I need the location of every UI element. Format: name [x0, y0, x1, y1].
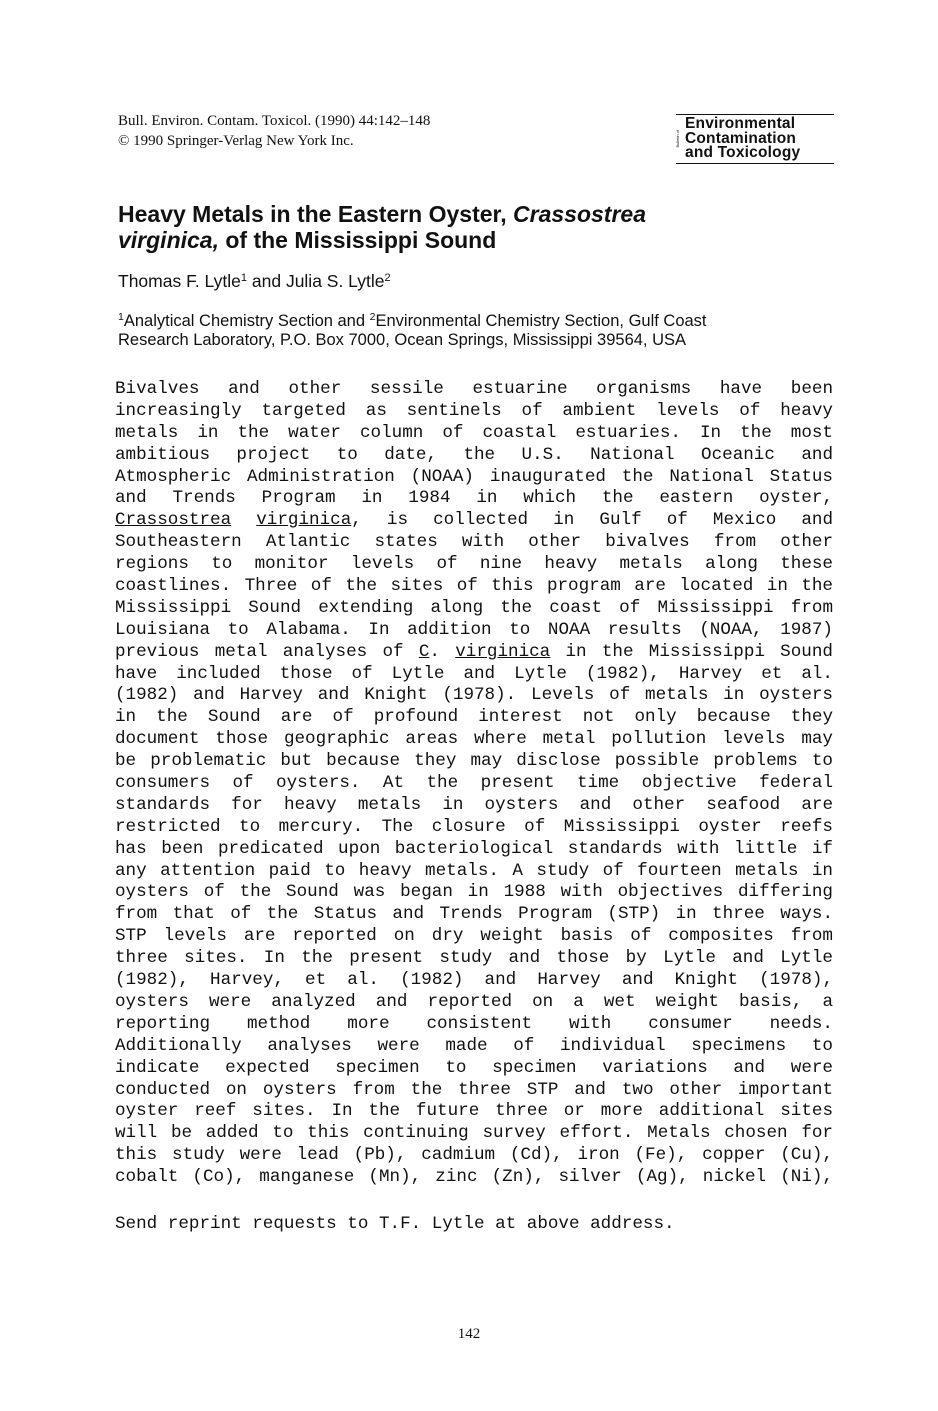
word-space	[231, 510, 256, 530]
title-species-name: virginica,	[118, 227, 219, 253]
body-line: three sites. In the present study and those by Lytle and Lytle	[115, 948, 833, 969]
reprint-note: Send reprint requests to T.F. Lytle at above address.	[115, 1214, 675, 1234]
journal-logo	[676, 114, 834, 164]
body-line: Louisiana to Alabama. In addition to NOAA results (NOAA, 1987)	[115, 619, 833, 640]
body-line: any attention paid to heavy metals. A study of fourteen metals in	[115, 860, 833, 881]
affiliation-text: Environmental Chemistry Section, Gulf Coast	[375, 312, 707, 330]
body-line: Mississippi Sound extending along the coast of Mississippi from	[115, 597, 833, 618]
body-line: has been predicated upon bacteriological standards with little if	[115, 838, 833, 859]
species-genus-abbrev: C	[418, 641, 430, 662]
body-line: standards for heavy metals in oysters and other seafood are	[115, 794, 833, 815]
body-line: this study were lead (Pb), cadmium (Cd), iron (Fe), copper (Cu),	[115, 1145, 833, 1166]
logo-bottom-rule	[676, 163, 834, 164]
body-line	[115, 642, 833, 664]
line-text: previous metal analyses of	[115, 641, 419, 662]
body-line: consumers of oysters. At the present time objective federal	[115, 773, 833, 794]
citation-line: Bull. Environ. Contam. Toxicol. (1990) 44:142–148	[118, 113, 431, 129]
body-line: be problematic but because they may disclose possible problems to	[115, 751, 833, 772]
body-line: cobalt (Co), manganese (Mn), zinc (Zn), silver (Ag), nickel (Ni),	[115, 1167, 833, 1188]
body-line: ambitious project to date, the U.S. National Oceanic and	[115, 444, 833, 465]
body-line: (1982), Harvey, et al. (1982) and Harvey and Knight (1978),	[115, 970, 833, 991]
body-line: restricted to mercury. The closure of Mississippi oyster reefs	[115, 816, 833, 837]
body-line: metals in the water column of coastal estuaries. In the most	[115, 422, 833, 443]
author-list	[118, 270, 391, 292]
body-line: Bivalves and other sessile estuarine organisms have been	[115, 379, 833, 399]
species-name: virginica	[256, 510, 352, 531]
author-name: Julia S. Lytle	[285, 271, 385, 291]
body-line: reporting method more consistent with consumer needs.	[115, 1013, 833, 1034]
body-paragraph	[115, 379, 833, 1189]
author-separator: and	[247, 271, 286, 291]
body-line: will be added to this continuing survey effort. Metals chosen for	[115, 1123, 833, 1144]
article-title	[118, 201, 646, 253]
body-line: Southeastern Atlantic states with other bivalves from other	[115, 532, 833, 553]
body-line: oysters were analyzed and reported on a wet weight basis, a	[115, 991, 833, 1012]
body-line: oysters of the Sound was began in 1988 with objectives differing	[115, 882, 833, 903]
body-line: coastlines. Three of the sites of this program are located in the	[115, 576, 833, 597]
citation-block	[118, 111, 430, 151]
body-line: STP levels are reported on dry weight basis of composites from	[115, 926, 833, 947]
affiliation-address: Research Laboratory, P.O. Box 7000, Ocean Springs, Mississippi 39564, USA	[118, 331, 687, 349]
line-text: , is collected in Gulf of Mexico and	[351, 510, 834, 531]
logo-line: Environmental	[685, 115, 796, 132]
copyright-line: © 1990 Springer-Verlag New York Inc.	[118, 133, 354, 149]
species-name: virginica	[455, 641, 551, 662]
body-line: in the Sound are of profound interest not only because they	[115, 707, 833, 728]
affiliation-mark: 1	[118, 311, 124, 323]
body-line: (1982) and Harvey and Knight (1978). Levels of metals in oysters	[115, 685, 833, 706]
body-line: Atmospheric Administration (NOAA) inaugurated the National Status	[115, 466, 833, 487]
species-genus: Crassostrea	[115, 510, 232, 531]
title-text: of the Mississippi Sound	[218, 227, 497, 253]
line-text: .	[429, 641, 456, 662]
author-name: Thomas F. Lytle	[118, 271, 241, 291]
author-affiliation-mark: 1	[240, 272, 247, 284]
page-number: 142	[457, 1326, 481, 1342]
body-line: and Trends Program in 1984 in which the eastern oyster,	[115, 488, 833, 509]
affiliations	[118, 312, 707, 350]
line-text: in the Mississippi Sound	[550, 641, 833, 662]
affiliation-text: Analytical Chemistry Section and	[123, 312, 370, 330]
title-species-genus: Crassostrea	[513, 201, 646, 227]
body-line: indicate expected specimen to specimen variations and were	[115, 1057, 833, 1078]
body-line: increasingly targeted as sentinels of ambient levels of heavy	[115, 400, 833, 421]
logo-side-text: Bulletin of	[675, 129, 680, 148]
body-line: conducted on oysters from the three STP and two other important	[115, 1079, 833, 1100]
body-line: oyster reef sites. In the future three or more additional sites	[115, 1101, 833, 1122]
body-line: Additionally analyses were made of individual specimens to	[115, 1035, 833, 1056]
body-line: have included those of Lytle and Lytle (1982), Harvey et al.	[115, 663, 833, 684]
logo-line: Contamination	[685, 129, 797, 147]
body-line: from that of the Status and Trends Program (STP) in three ways.	[115, 904, 833, 925]
body-line	[115, 510, 833, 532]
body-line: document those geographic areas where metal pollution levels may	[115, 729, 833, 750]
affiliation-mark: 2	[369, 311, 376, 323]
body-line: regions to monitor levels of nine heavy metals along these	[115, 554, 833, 575]
title-text: Heavy Metals in the Eastern Oyster,	[118, 201, 514, 227]
logo-line: and Toxicology	[685, 144, 801, 161]
author-affiliation-mark: 2	[384, 272, 391, 284]
